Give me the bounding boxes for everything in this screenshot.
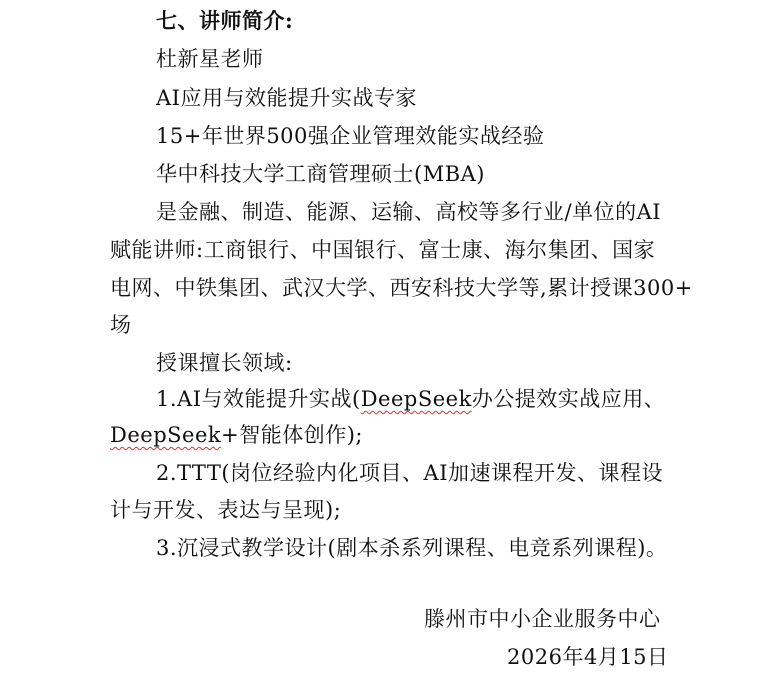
signature-date: 2026年4月15日 [507, 645, 669, 669]
section-heading: 七、讲师简介: [156, 8, 294, 33]
lecturer-title: AI应用与效能提升实战专家 [156, 86, 417, 110]
lecturer-education: 华中科技大学工商管理硕士(MBA) [156, 162, 485, 186]
expertise-item-2-line-2: 计与开发、表达与呈现); [110, 498, 342, 522]
deepseek-term-2: DeepSeek [110, 423, 222, 447]
expertise-item-1-line-2 [110, 422, 363, 448]
expertise-item-2-line-1: 2.TTT(岗位经验内化项目、AI加速课程开发、课程设 [156, 461, 663, 485]
expertise-label: 授课擅长领域: [156, 351, 293, 375]
item1-prefix: 1.AI与效能提升实战( [156, 387, 361, 411]
clients-line-4: 场 [110, 313, 132, 337]
item1-suffix: +智能体创作); [221, 423, 363, 447]
clients-line-3: 电网、中铁集团、武汉大学、西安科技大学等,累计授课300+ [110, 276, 693, 300]
lecturer-name: 杜新星老师 [156, 47, 264, 71]
signature-organization: 滕州市中小企业服务中心 [424, 607, 661, 631]
expertise-item-3: 3.沉浸式教学设计(剧本杀系列课程、电竞系列课程)。 [156, 536, 668, 560]
expertise-item-1-line-1 [156, 386, 665, 412]
lecturer-experience: 15+年世界500强企业管理效能实战经验 [156, 124, 545, 148]
clients-line-2: 赋能讲师:工商银行、中国银行、富士康、海尔集团、国家 [110, 238, 656, 262]
deepseek-term-1: DeepSeek [360, 387, 472, 411]
clients-line-1: 是金融、制造、能源、运输、高校等多行业/单位的AI [156, 200, 662, 224]
item1-mid: 办公提效实战应用、 [471, 387, 666, 411]
